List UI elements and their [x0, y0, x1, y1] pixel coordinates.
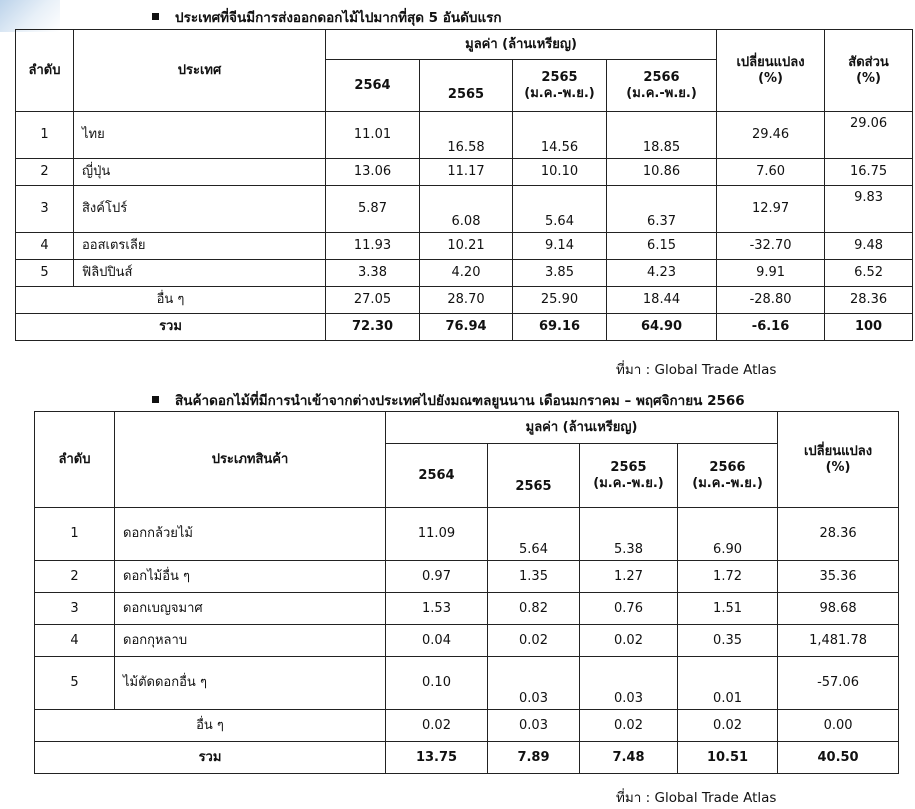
table2-yunnan-imports — [34, 411, 899, 774]
change-cell: 1,481.78 — [778, 625, 899, 657]
header-share-label: สัดส่วน — [848, 54, 889, 70]
change-cell: 35.36 — [778, 561, 899, 593]
header-year-2565: 2565 — [420, 60, 513, 112]
value-cell: 0.01 — [678, 657, 778, 710]
value-cell: 13.75 — [386, 742, 488, 774]
value-cell: 3.38 — [326, 260, 420, 287]
header-product: ประเภทสินค้า — [115, 412, 386, 508]
value-cell: 13.06 — [326, 159, 420, 186]
value-cell: 9.14 — [513, 233, 607, 260]
value-cell: 76.94 — [420, 314, 513, 341]
value-cell: 28.70 — [420, 287, 513, 314]
others-row — [16, 287, 913, 314]
header-year-2565-ytd — [580, 444, 678, 508]
share-cell: 100 — [825, 314, 913, 341]
value-cell: 1.27 — [580, 561, 678, 593]
header-change-unit: (%) — [758, 70, 783, 86]
table-row — [16, 112, 913, 159]
product-cell: ไม้ตัดดอกอื่น ๆ — [115, 657, 386, 710]
change-cell: 0.00 — [778, 710, 899, 742]
header-value-group: มูลค่า (ล้านเหรียญ) — [326, 30, 717, 60]
country-cell: ไทย — [74, 112, 326, 159]
header-change-unit: (%) — [825, 459, 851, 475]
country-cell: สิงค์โปร์ — [74, 186, 326, 233]
bullet-icon — [152, 13, 159, 20]
table1-top-exports — [15, 29, 913, 341]
change-cell: -6.16 — [717, 314, 825, 341]
header-year-2565-ytd-sub: (ม.ค.-พ.ย.) — [593, 475, 664, 491]
value-cell: 18.44 — [607, 287, 717, 314]
value-cell: 14.56 — [513, 112, 607, 159]
corner-decoration — [0, 0, 60, 32]
value-cell: 0.76 — [580, 593, 678, 625]
table2-heading-text: สินค้าดอกไม้ที่มีการนำเข้าจากต่างประเทศไปยังมณฑลยูนนาน เดือนมกราคม – พฤศจิกายน 2566 — [175, 393, 745, 409]
rank-cell: 2 — [16, 159, 74, 186]
header-share — [825, 30, 913, 112]
total-row — [35, 742, 899, 774]
header-year-2566-ytd-label: 2566 — [709, 459, 746, 475]
header-change-label: เปลี่ยนแปลง — [803, 443, 873, 459]
table-row — [16, 159, 913, 186]
rank-cell: 4 — [16, 233, 74, 260]
value-cell: 4.23 — [607, 260, 717, 287]
change-cell: -32.70 — [717, 233, 825, 260]
header-country: ประเทศ — [74, 30, 326, 112]
country-cell: ฟิลิปปินส์ — [74, 260, 326, 287]
header-change — [778, 412, 899, 508]
table1-source: ที่มา : Global Trade Atlas — [616, 362, 777, 378]
country-cell: ออสเตรเลีย — [74, 233, 326, 260]
value-cell: 6.37 — [607, 186, 717, 233]
value-cell: 10.10 — [513, 159, 607, 186]
header-year-2564: 2564 — [326, 60, 420, 112]
header-rank: ลำดับ — [16, 30, 74, 112]
change-cell: -57.06 — [778, 657, 899, 710]
value-cell: 72.30 — [326, 314, 420, 341]
value-cell: 10.86 — [607, 159, 717, 186]
value-cell: 5.38 — [580, 508, 678, 561]
product-cell: ดอกเบญจมาศ — [115, 593, 386, 625]
value-cell: 6.90 — [678, 508, 778, 561]
value-cell: 1.51 — [678, 593, 778, 625]
table-row — [16, 260, 913, 287]
header-year-2566-ytd-label: 2566 — [643, 69, 680, 85]
value-cell: 1.72 — [678, 561, 778, 593]
rank-cell: 3 — [35, 593, 115, 625]
product-cell: ดอกกุหลาบ — [115, 625, 386, 657]
share-cell: 9.83 — [825, 186, 913, 233]
product-cell: ดอกกล้วยไม้ — [115, 508, 386, 561]
value-cell: 64.90 — [607, 314, 717, 341]
product-cell: ดอกไม้อื่น ๆ — [115, 561, 386, 593]
others-label: อื่น ๆ — [16, 287, 326, 314]
others-row — [35, 710, 899, 742]
change-cell: 12.97 — [717, 186, 825, 233]
rank-cell: 2 — [35, 561, 115, 593]
header-year-2566-ytd-sub: (ม.ค.-พ.ย.) — [626, 85, 697, 101]
header-year-2565-ytd-label: 2565 — [610, 459, 647, 475]
header-share-unit: (%) — [856, 70, 881, 86]
value-cell: 5.64 — [488, 508, 580, 561]
header-year-2566-ytd-sub: (ม.ค.-พ.ย.) — [692, 475, 763, 491]
value-cell: 0.03 — [580, 657, 678, 710]
header-change-label: เปลี่ยนแปลง — [736, 54, 805, 70]
share-cell: 16.75 — [825, 159, 913, 186]
table1-heading-text: ประเทศที่จีนมีการส่งออกดอกไม้ไปมากที่สุด 5 อันดับแรก — [175, 10, 502, 26]
rank-cell: 4 — [35, 625, 115, 657]
value-cell: 69.16 — [513, 314, 607, 341]
value-cell: 0.03 — [488, 657, 580, 710]
table-row — [35, 657, 899, 710]
share-cell: 28.36 — [825, 287, 913, 314]
value-cell: 16.58 — [420, 112, 513, 159]
value-cell: 1.53 — [386, 593, 488, 625]
change-cell: 9.91 — [717, 260, 825, 287]
value-cell: 6.08 — [420, 186, 513, 233]
header-year-2566-ytd — [678, 444, 778, 508]
value-cell: 4.20 — [420, 260, 513, 287]
value-cell: 3.85 — [513, 260, 607, 287]
value-cell: 27.05 — [326, 287, 420, 314]
bullet-icon — [152, 396, 159, 403]
change-cell: 28.36 — [778, 508, 899, 561]
country-cell: ญี่ปุ่น — [74, 159, 326, 186]
value-cell: 6.15 — [607, 233, 717, 260]
value-cell: 0.35 — [678, 625, 778, 657]
value-cell: 0.10 — [386, 657, 488, 710]
value-cell: 0.02 — [580, 710, 678, 742]
rank-cell: 1 — [16, 112, 74, 159]
rank-cell: 1 — [35, 508, 115, 561]
table-row — [35, 593, 899, 625]
header-year-2565: 2565 — [488, 444, 580, 508]
header-rank: ลำดับ — [35, 412, 115, 508]
rank-cell: 3 — [16, 186, 74, 233]
value-cell: 0.04 — [386, 625, 488, 657]
change-cell: 40.50 — [778, 742, 899, 774]
table1-heading — [152, 6, 502, 28]
table-row — [16, 233, 913, 260]
value-cell: 11.01 — [326, 112, 420, 159]
value-cell: 0.02 — [386, 710, 488, 742]
others-label: อื่น ๆ — [35, 710, 386, 742]
value-cell: 7.48 — [580, 742, 678, 774]
table-row — [35, 508, 899, 561]
value-cell: 5.64 — [513, 186, 607, 233]
value-cell: 11.93 — [326, 233, 420, 260]
value-cell: 0.02 — [488, 625, 580, 657]
header-year-2566-ytd — [607, 60, 717, 112]
value-cell: 0.97 — [386, 561, 488, 593]
table-row — [35, 625, 899, 657]
value-cell: 10.21 — [420, 233, 513, 260]
table-row — [16, 186, 913, 233]
value-cell: 0.02 — [580, 625, 678, 657]
value-cell: 0.82 — [488, 593, 580, 625]
value-cell: 11.17 — [420, 159, 513, 186]
value-cell: 10.51 — [678, 742, 778, 774]
table2-source: ที่มา : Global Trade Atlas — [616, 790, 777, 806]
change-cell: 29.46 — [717, 112, 825, 159]
value-cell: 18.85 — [607, 112, 717, 159]
total-row — [16, 314, 913, 341]
value-cell: 11.09 — [386, 508, 488, 561]
share-cell: 6.52 — [825, 260, 913, 287]
total-label: รวม — [16, 314, 326, 341]
header-year-2564: 2564 — [386, 444, 488, 508]
header-year-2565-ytd — [513, 60, 607, 112]
header-year-2565-ytd-label: 2565 — [541, 69, 578, 85]
header-change — [717, 30, 825, 112]
value-cell: 5.87 — [326, 186, 420, 233]
table2-heading — [152, 389, 745, 411]
header-year-2565-ytd-sub: (ม.ค.-พ.ย.) — [524, 85, 595, 101]
total-label: รวม — [35, 742, 386, 774]
value-cell: 0.02 — [678, 710, 778, 742]
rank-cell: 5 — [16, 260, 74, 287]
share-cell: 9.48 — [825, 233, 913, 260]
value-cell: 25.90 — [513, 287, 607, 314]
rank-cell: 5 — [35, 657, 115, 710]
share-cell: 29.06 — [825, 112, 913, 159]
table-row — [35, 561, 899, 593]
change-cell: 98.68 — [778, 593, 899, 625]
change-cell: -28.80 — [717, 287, 825, 314]
change-cell: 7.60 — [717, 159, 825, 186]
value-cell: 1.35 — [488, 561, 580, 593]
value-cell: 0.03 — [488, 710, 580, 742]
header-value-group: มูลค่า (ล้านเหรียญ) — [386, 412, 778, 444]
value-cell: 7.89 — [488, 742, 580, 774]
